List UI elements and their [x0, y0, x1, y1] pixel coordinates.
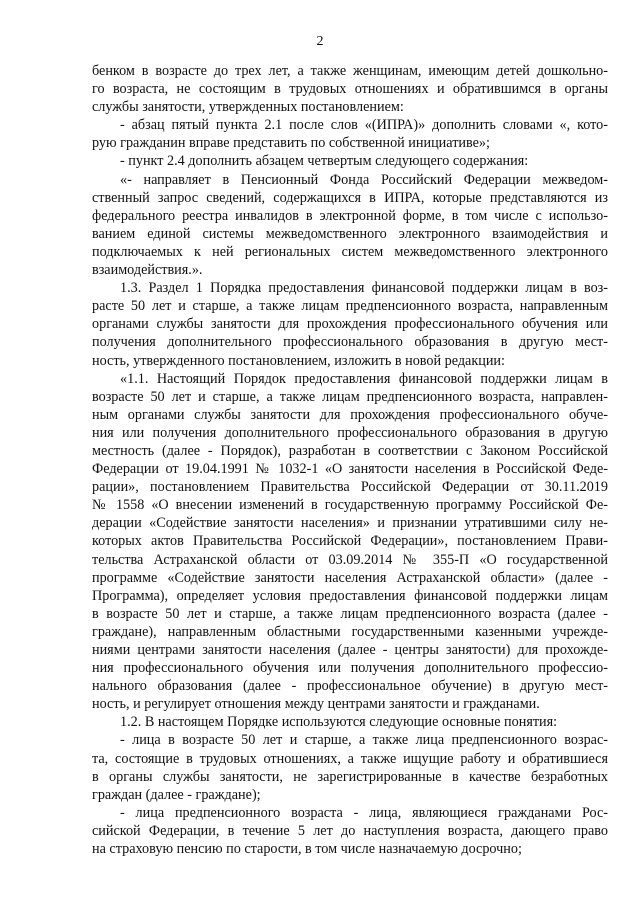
- text-line: получения дополнительного профессионального образования в другую мест-: [92, 334, 608, 351]
- text-line: расте 50 лет и старше, а также лицам предпенсионного возраста, направленным: [92, 298, 608, 315]
- text-line: в возрасте 50 лет и старше, а также лицам предпенсионного возраста (далее -: [92, 605, 608, 622]
- text-line: - абзац пятый пункта 2.1 после слов «(ИПРА)» дополнить словами «, кото-: [120, 117, 608, 134]
- text-line: ванием единой системы межведомственного электронного взаимодействия и: [92, 225, 608, 242]
- text-line: ния или получения дополнительного профессионального образования в другую: [92, 424, 608, 441]
- text-line: ным органами службы занятости для прохождения профессионального обуче-: [92, 406, 608, 423]
- page-number: 2: [316, 34, 324, 49]
- text-line: граждане), направленным областными государственными казенными учрежде-: [92, 623, 608, 640]
- text-line: 1.2. В настоящем Порядке используются следующие основные понятия:: [120, 714, 558, 731]
- text-line: дерации «Содействие занятости населения» и признании утратившими силу не-: [92, 515, 608, 532]
- text-line: ниями центрами занятости населения (далее - центры занятости) для прохожде-: [92, 642, 608, 658]
- text-line: рации», постановлением Правительства Российской Федерации от 30.11.2019: [92, 479, 608, 496]
- text-line: подключаемых к ней региональных систем межведомственного электронного: [92, 243, 608, 260]
- text-line: «- направляет в Пенсионный Фонда Российский Федерации межведом-: [120, 171, 608, 188]
- text-line: - лица в возрасте 50 лет и старше, а также лица предпенсионного возрас-: [120, 732, 608, 749]
- text-line: ность, и регулирует отношения между центрами занятости и гражданами.: [92, 696, 540, 713]
- text-line: программе «Содействие занятости населения Астраханской области» (далее -: [92, 569, 608, 586]
- text-line: органами службы занятости для прохождения профессионального обучения или: [92, 316, 608, 333]
- text-line: Программа), определяет условия предоставления финансовой поддержки лицам: [92, 587, 608, 604]
- text-line: го возраста, не состоящим в трудовых отношениях и обратившимся в органы: [92, 81, 608, 98]
- text-line: Федерации от 19.04.1991 № 1032-1 «О занятости населения в Российской Феде-: [92, 461, 608, 478]
- text-line: бенком в возрасте до трех лет, а также женщинам, имеющим детей дошкольно-: [92, 63, 608, 79]
- text-line: ния профессионального обучения или получения дополнительного профессио-: [92, 660, 608, 677]
- text-line: рую гражданин вправе представить по собственной инициативе»;: [92, 135, 490, 152]
- text-line: в органы службы занятости, не зарегистрированные в качестве безработных: [92, 768, 608, 785]
- text-line: № 1558 «О внесении изменений в государственную программу Российской Фе-: [92, 497, 608, 514]
- text-line: которых актов Правительства Российской Федерации», постановлением Прави-: [92, 533, 608, 550]
- text-line: взаимодействия.».: [92, 262, 203, 279]
- text-line: тельства Астраханской области от 03.09.2014 № 355-П «О государственной: [92, 551, 608, 568]
- text-line: службы занятости, утвержденных постановлением:: [92, 99, 404, 116]
- text-line: ственный запрос сведений, содержащихся в ИПРА, которые представляются из: [92, 189, 608, 206]
- text-line: местность (далее - Порядок), разработан в соответствии с Законом Российской: [92, 442, 608, 459]
- text-line: возрасте 50 лет и старше, а также лицам предпенсионного возраста, направлен-: [92, 388, 608, 405]
- text-line: сийской Федерации, в течение 5 лет до наступления возраста, дающего право: [92, 822, 608, 839]
- text-line: нального образования (далее - профессиональное обучение) в другую мест-: [92, 678, 608, 695]
- text-line: на страховую пенсию по старости, в том числе назначаемую досрочно;: [92, 841, 522, 858]
- text-line: «1.1. Настоящий Порядок предоставления финансовой поддержки лицам в: [120, 370, 608, 387]
- text-line: - пункт 2.4 дополнить абзацем четвертым следующего содержания:: [120, 153, 529, 170]
- text-line: 1.3. Раздел 1 Порядка предоставления финансовой поддержки лицам в воз-: [120, 280, 608, 297]
- document-body: [92, 62, 608, 858]
- text-line: федерального реестра инвалидов в электронной форме, в том числе с использо-: [92, 207, 608, 224]
- text-line: та, состоящие в трудовых отношениях, а также ищущие работу и обратившиеся: [92, 750, 608, 767]
- text-line: - лица предпенсионного возраста - лица, являющиеся гражданами Рос-: [120, 804, 608, 821]
- text-line: граждан (далее - граждане);: [92, 786, 261, 803]
- text-line: ность, утвержденного постановлением, изложить в новой редакции:: [92, 352, 505, 369]
